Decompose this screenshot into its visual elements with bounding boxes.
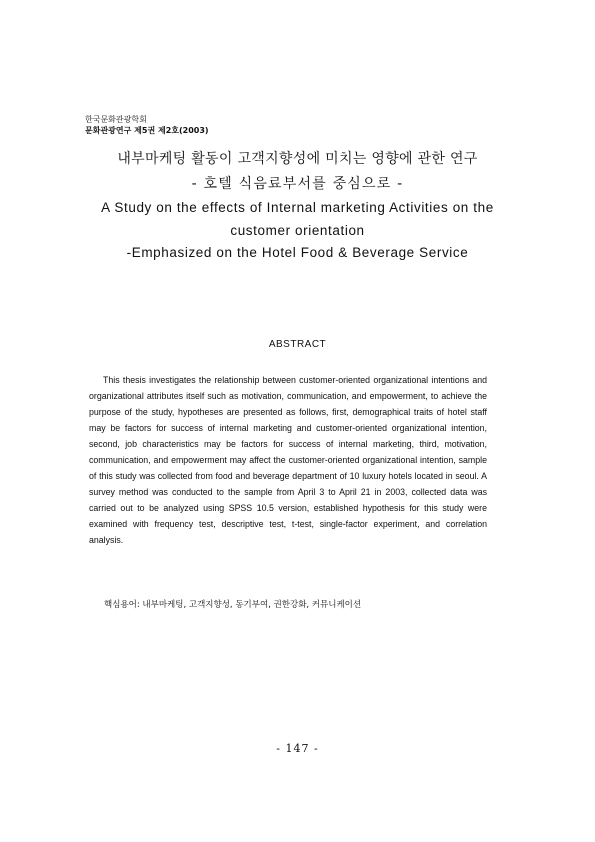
korean-title: 내부마케팅 활동이 고객지향성에 미치는 영향에 관한 연구 bbox=[117, 151, 478, 167]
keywords: 핵심용어: 내부마케팅, 고객지향성, 동기부여, 권한강화, 커뮤니케이션 bbox=[104, 600, 362, 610]
korean-subtitle: - 호텔 식음료부서를 중심으로 - bbox=[191, 176, 404, 192]
abstract-heading: ABSTRACT bbox=[268, 339, 327, 350]
journal-header bbox=[85, 114, 209, 136]
english-subtitle: -Emphasized on the Hotel Food & Beverage Service bbox=[126, 245, 469, 260]
society-name: 한국문화관광학회 bbox=[85, 115, 147, 124]
english-title-line-1: A Study on the effects of Internal marketing Activities on the bbox=[101, 200, 494, 215]
page-number: - 147 - bbox=[276, 742, 319, 755]
english-title-line-2: customer orientation bbox=[230, 223, 365, 238]
abstract-body: This thesis investigates the relationship between customer-oriented organizational intentions and organizational attributes itself such as motivation, communication, and empowerment, to achieve the purpose of the study, hypotheses are presented as follows, first, demographical traits of hotel staff may be factors for success of internal marketing and customer-oriented organizational intention, second, job characteristics may be factors for success of internal marketing, third, motivation, communication, and empowerment may affect the customer-oriented organizational intention, sample of this study was collected from food and beverage department of 10 luxury hotels located in seoul. A survey method was conducted to the sample from April 3 to April 21 in 2003, collected data was carried out to be analyzed using SPSS 10.5 version, established hypothesis for this study were examined with frequency test, descriptive test, t-test, single-factor experiment, and correlation analysis. bbox=[89, 375, 487, 546]
journal-issue: 문화관광연구 제5권 제2호(2003) bbox=[85, 126, 209, 135]
